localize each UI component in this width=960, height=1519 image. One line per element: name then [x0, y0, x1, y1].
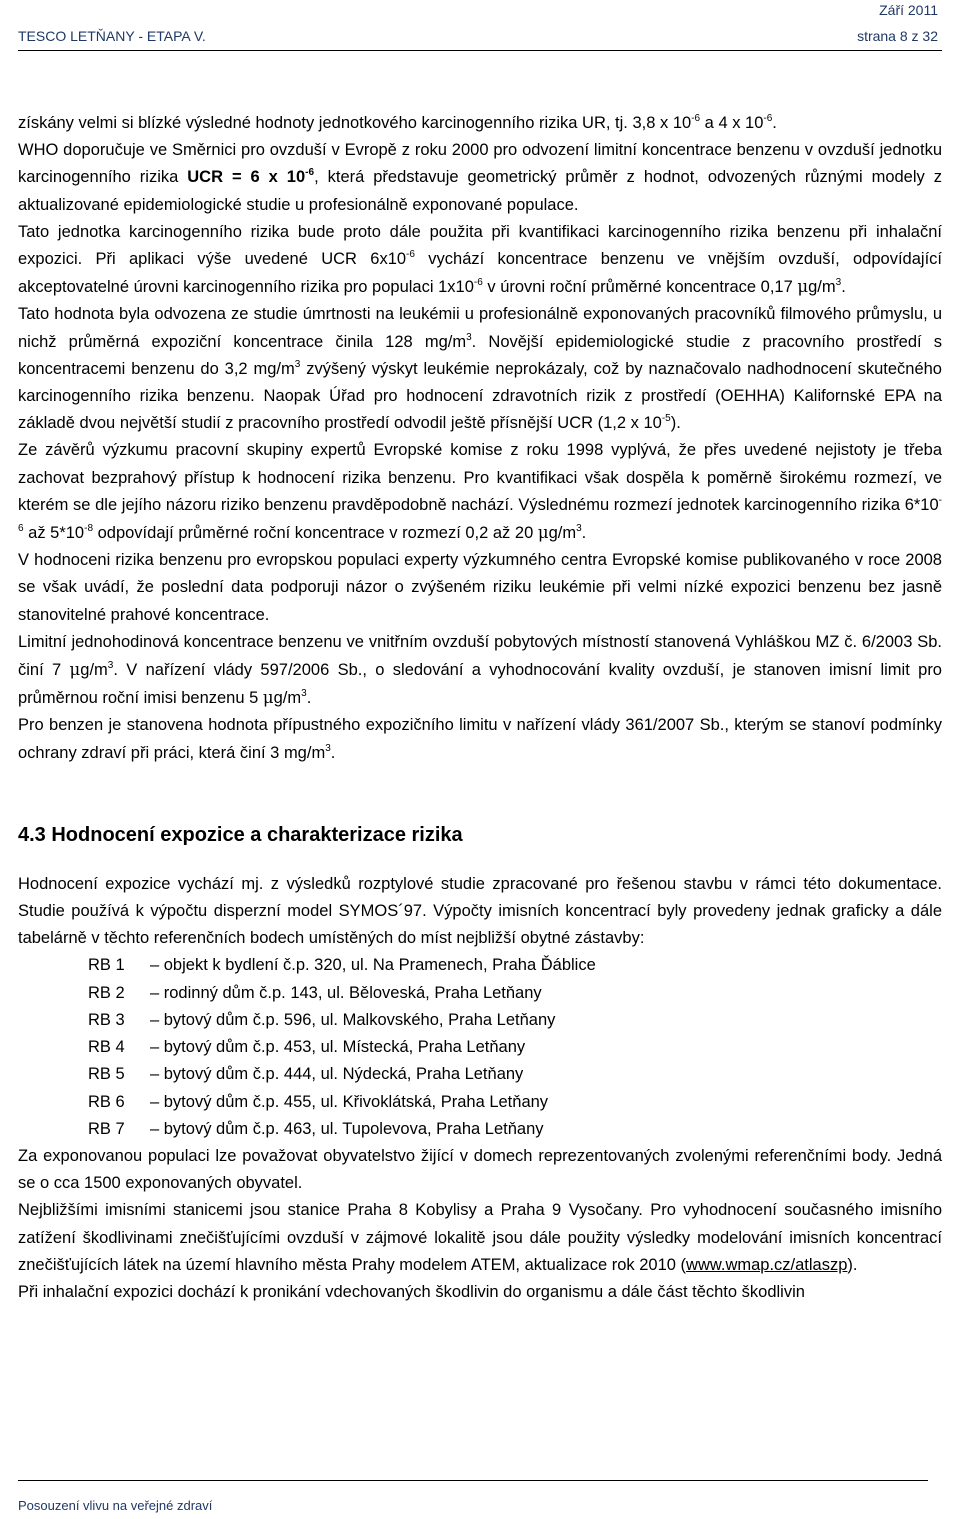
list-item: RB 3 – bytový dům č.p. 596, ul. Malkovského, Praha Letňany [88, 1010, 556, 1029]
footer-text: Posouzení vlivu na veřejné zdraví [18, 1498, 213, 1513]
list-item: RB 2 – rodinný dům č.p. 143, ul. Běloveská, Praha Letňany [88, 983, 542, 1002]
paragraph-3: Tato jednotka karcinogenního rizika bude proto dále použita při kvantifikaci karcinogenního rizika benzenu při inhalační expozici. Při aplikaci výše uvedené UCR $6x10^{-6}$ vychází koncentrace benzenu ve vnějším ovzduší, odpovídající akceptovatelné úrovni karcinogenního rizika pro populaci $1x10^{-6}$ v úrovni roční průměrné koncentrace 0,17 $\mu g/m^3$. [18, 222, 942, 297]
section-heading: 4.3 Hodnocení expozice a charakterizace rizika [18, 823, 463, 846]
list-item: RB 1 – objekt k bydlení č.p. 320, ul. Na Pramenech, Praha Ďáblice [88, 956, 596, 975]
reference-points-list [18, 952, 942, 1142]
header-project: TESCO LETŇANY - ETAPA V. [18, 28, 206, 44]
list-item: RB 4 – bytový dům č.p. 453, ul. Místecká, Praha Letňany [88, 1038, 526, 1057]
paragraph-7: Limitní jednohodinová koncentrace benzenu ve vnitřním ovzduší pobytových místností stanovená Vyhláškou MZ č. 6/2003 Sb. činí 7 $\mu g/m^3$. V nařízení vlády 597/2006 Sb., o sledování a vyhodnocování kvality ovzduší, je stanoven imisní limit pro průměrnou roční imisi benzenu 5 $\mu g/m^3$. [18, 632, 942, 708]
section-paragraph-3: Nejbližšími imisními stanicemi jsou stanice Praha 8 Kobylisy a Praha 9 Vysočany. Pro vyhodnocení současného imisního zatížení škodlivinami znečišťujícími ovzduší v zájmové lokalitě jsou dále použity výsledky modelování imisních koncentrací znečišťujících látek na území hlavního města Prahy modelem ATEM, aktualizace rok 2010 (www.wmap.cz/atlaszp). [18, 1201, 942, 1274]
paragraph-6: V hodnoceni rizika benzenu pro evropskou populaci experty výzkumného centra Evropské komise publikovaného v roce 2008 se však uvádí, že poslední data podporuji názor o zvýšeném riziku leukémie při velmi nízké expozici benzenu bez jasně stanovitelné prahové koncentrace. [18, 551, 942, 624]
document-body [18, 110, 942, 1306]
page-footer [18, 1478, 942, 1518]
atlas-link[interactable]: www.wmap.cz/atlaszp [686, 1255, 848, 1274]
page-header [18, 0, 942, 60]
paragraph-2: WHO doporučuje ve Směrnici pro ovzduší v Evropě z roku 2000 pro odvození limitní koncentrace benzenu v ovzduší jednotku karcinogenního rizika UCR = 6 x $10^{-6}$, která představuje geometrický průměr z hodnot, odvozených různými modely z aktualizované epidemiologické studie u profesionálně exponované populace. [18, 141, 942, 214]
section-paragraph-4: Při inhalační expozici dochází k pronikání vdechovaných škodlivin do organismu a dále část těchto škodlivin [18, 1282, 805, 1301]
paragraph-4: Tato hodnota byla odvozena ze studie úmrtnosti na leukémii u profesionálně exponovaných pracovníků filmového průmyslu, u nichž průměrná expoziční koncentrace činila 128 $mg/m^3$. Novější epidemiologické studie z pracovního prostředí s koncentracemi benzenu do 3,2 $mg/m^3$ zvýšený výskyt leukémie neprokázaly, což by naznačovalo nadhodnocení skutečného karcinogenního rizika benzenu. Naopak Úřad pro hodnocení zdravotních rizik z prostředí (OEHHA) Kalifornské EPA na základě dvou největší studií z pracovního prostředí odvodil ještě přísnější UCR (1,2 x $10^{-5}$). [18, 305, 942, 433]
paragraph-1: získány velmi si blízké výsledné hodnoty jednotkového karcinogenního rizika UR, tj. 3,8 x $10^{-6}$ a 4 x $10^{-6}$. [18, 113, 777, 132]
list-item: RB 5 – bytový dům č.p. 444, ul. Nýdecká, Praha Letňany [88, 1065, 524, 1084]
header-date: Září 2011 [879, 2, 938, 18]
header-page-number: strana 8 z 32 [857, 28, 938, 44]
header-rule [18, 50, 942, 51]
paragraph-8: Pro benzen je stanovena hodnota přípustného expozičního limitu v nařízení vlády 361/2007 Sb., kterým se stanoví podmínky ochrany zdraví při práci, která činí 3 $mg/m^3$. [18, 716, 942, 762]
list-item: RB 7 – bytový dům č.p. 463, ul. Tupolevova, Praha Letňany [88, 1119, 544, 1138]
paragraph-5: Ze závěrů výzkumu pracovní skupiny expertů Evropské komise z roku 1998 vyplývá, že přes uvedené nejistoty je třeba zachovat bezprahový přístup k hodnocení rizika benzenu. Pro kvantifikaci však dospěla k poměrně širokému rozmezí, ve kterém se dle jejího názoru riziko benzenu pravděpodobně nachází. Výslednému rozmezí jednotek karcinogenního rizika $6*10^{-6}$ až $5*10^{-8}$ odpovídají průměrné roční koncentrace v rozmezí 0,2 až 20 $\mu g/m^3$. [18, 441, 942, 543]
footer-rule [18, 1480, 928, 1481]
section-paragraph-1: Hodnocení expozice vychází mj. z výsledků rozptylové studie zpracované pro řešenou stavbu v rámci této dokumentace. Studie používá k výpočtu disperzní model SYMOS´97. Výpočty imisních koncentrací byly provedeny jednak graficky a dále tabelárně v těchto referenčních bodech umístěných do míst nejbližší obytné zástavby: [18, 874, 942, 948]
list-item: RB 6 – bytový dům č.p. 455, ul. Křivoklátská, Praha Letňany [88, 1092, 549, 1111]
section-paragraph-2: Za exponovanou populaci lze považovat obyvatelstvo žijící v domech reprezentovaných zvolenými referenčními body. Jedná se o cca 1500 exponovaných obyvatel. [18, 1146, 942, 1193]
